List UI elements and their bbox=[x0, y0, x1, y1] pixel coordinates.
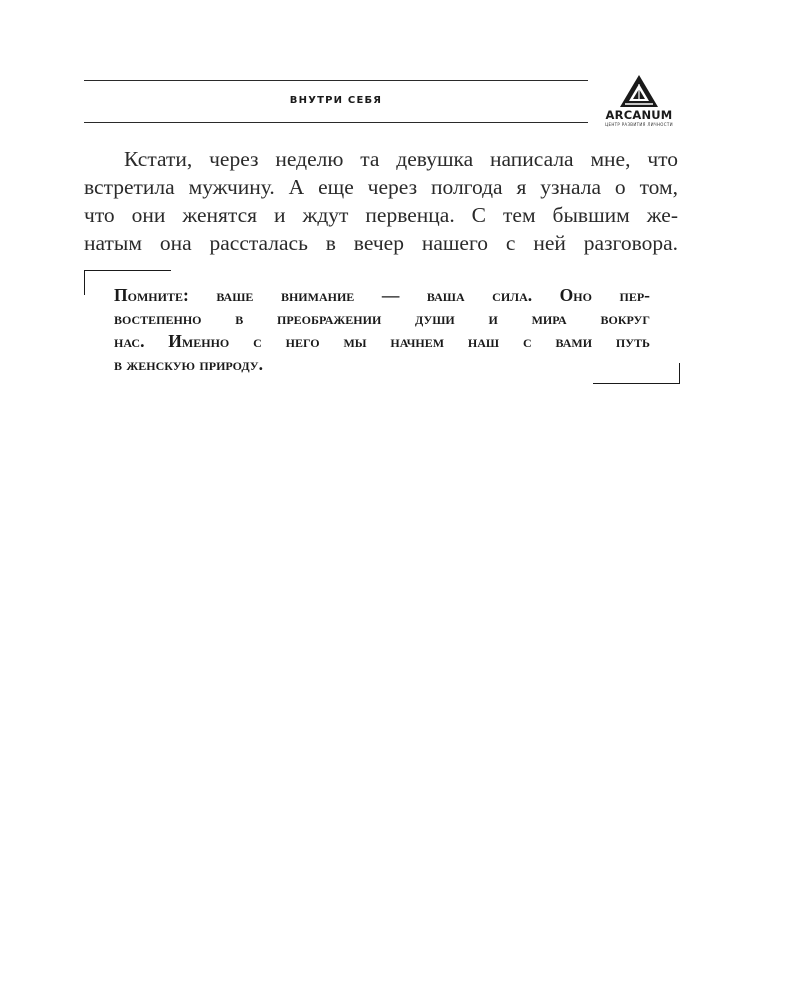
paragraph-line: натым она рассталась в вечер нашего с ней разговора. bbox=[84, 231, 678, 255]
body-paragraph bbox=[84, 145, 678, 257]
paragraph-line: встретила мужчину. А еще через полгода я узнала о том, bbox=[84, 175, 678, 199]
header-top-rule bbox=[84, 80, 588, 81]
arcanum-triangle-icon bbox=[619, 74, 659, 108]
paragraph-line: Кстати, через неделю та девушка написала мне, что bbox=[124, 147, 678, 171]
publisher-logo bbox=[596, 74, 682, 130]
callout-line: в женскую природу. bbox=[114, 354, 263, 374]
running-header bbox=[84, 80, 588, 124]
callout-line: востепенно в преображении души и мира вокруг bbox=[114, 308, 650, 328]
running-title: ВНУТРИ СЕБЯ bbox=[289, 95, 383, 106]
paragraph-line: что они женятся и ждут первенца. С тем бывшим же- bbox=[84, 203, 678, 227]
logo-tagline: ЦЕНТР РАЗВИТИЯ ЛИЧНОСТИ bbox=[605, 122, 673, 127]
callout-box bbox=[84, 270, 680, 384]
callout-line: Помните: ваше внимание — ваша сила. Оно пер- bbox=[114, 285, 650, 305]
header-bottom-rule bbox=[84, 122, 588, 123]
callout-text bbox=[114, 284, 650, 376]
callout-line: нас. Именно с него мы начнем наш с вами путь bbox=[114, 331, 650, 351]
callout-bottom-right-bracket bbox=[593, 363, 680, 384]
logo-name: ARCANUM bbox=[605, 108, 673, 122]
